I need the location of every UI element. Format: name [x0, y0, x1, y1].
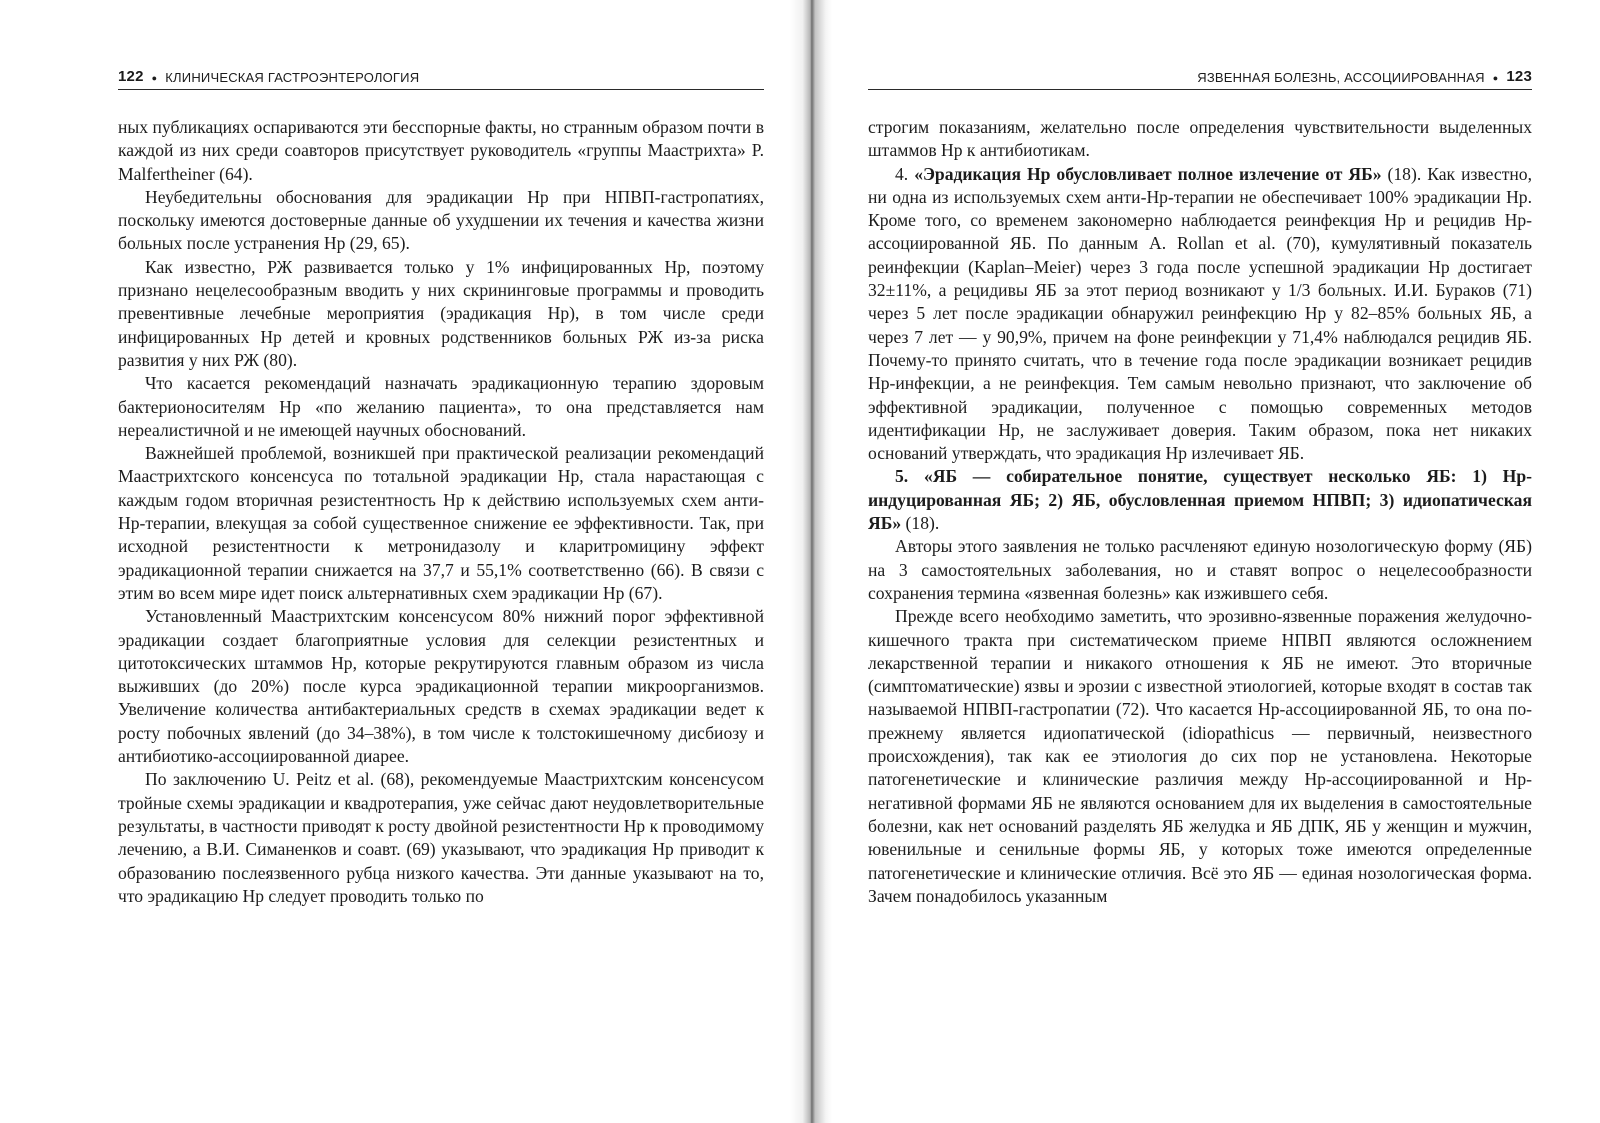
bullet-separator-icon: ●: [151, 73, 158, 83]
right-running-title: ЯЗВЕННАЯ БОЛЕЗНЬ, АССОЦИИРОВАННАЯ: [1197, 70, 1485, 85]
bullet-separator-icon: ●: [1492, 73, 1499, 83]
left-paragraph-6: Установленный Маастрихтским консенсусом 80% нижний порог эффективной эрадикации создает благоприятные условия для селекции резистентных и цитотоксических штаммов Нр, которые рекрутируются главным образом из числа выживших (до 20%) после курса эрадикационной терапии микроорганизмов. Увеличение количества антибактериальных средств в схемах эрадикации ведет к росту побочных явлений (до 34–38%), в том числе к толстокишечному дисбиозу и антибиотико-ассоциированной диарее.: [118, 606, 764, 767]
quoted-statement-5: «ЯБ — собирательное понятие, существует несколько ЯБ: 1) Нр-индуцированная ЯБ; 2) ЯБ, обусловленная приемом НПВП; 3) идиопатическая ЯБ»: [868, 466, 1532, 534]
item-number-4: 4.: [895, 163, 915, 184]
paragraph-3-text: (18).: [901, 513, 940, 534]
left-page: [0, 0, 790, 1123]
right-page: [832, 0, 1600, 1123]
right-paragraph-1: строгим показаниям, желательно после определения чувствительности выделенных штаммов Нр к антибиотикам.: [868, 117, 1532, 161]
right-body-text: [868, 116, 1532, 908]
left-page-number: 122: [118, 68, 144, 85]
book-gutter: [790, 0, 832, 1123]
left-paragraph-3: Как известно, РЖ развивается только у 1% инфицированных Нр, поэтому признано нецелесообразным вводить у них скрининговые программы и проводить превентивные лечебные мероприятия (эрадикация Нр), в том числе среди инфицированных Нр детей и кровных родственников больных РЖ из-за риска развития у них РЖ (80).: [118, 256, 764, 370]
left-paragraph-5: Важнейшей проблемой, возникшей при практической реализации рекомендаций Маастрихтского консенсуса по тотальной эрадикации Нр, стала нарастающая с каждым годом вторичная резистентность Нр к действию используемых схем анти-Нр-терапии, влекущая за собой существенное снижение ее эффективности. Так, при исходной резистентности к метронидазолу и кларитромицину эффект эрадикационной терапии снижается на 37,7 и 55,1% соответственно (66). В связи с этим во всем мире идет поиск альтернативных схем эрадикации Нр (67).: [118, 443, 764, 603]
right-paragraph-3: [868, 465, 1532, 535]
item-number-5: 5.: [895, 466, 924, 487]
right-paragraph-5: Прежде всего необходимо заметить, что эрозивно-язвенные поражения желудочно-кишечного тракта при систематическом приеме НПВП являются осложнением лекарственной терапии и никакого отношения к ЯБ не имеют. Это вторичные (симптоматические) язвы и эрозии с известной этиологией, которые входят в состав так называемой НПВП-гастропатии (72). Что касается Нр-ассоциированной ЯБ, то она по-прежнему является идиопатической (idiopathicus — первичный, неизвестного происхождения), так как ее этиология до сих пор не установлена. Некоторые патогенетические и клинические различия между Нр-ассоциированной и Нр-негативной формами ЯБ не являются основанием для их выделения в самостоятельные болезни, как нет оснований разделять ЯБ желудка и ЯБ ДПК, ЯБ у женщин и мужчин, ювенильные и сенильные формы ЯБ, у которых тоже имеются определенные патогенетические и клинические отличия. Всё это ЯБ — единая нозологическая форма. Зачем понадобилось указанным: [868, 606, 1532, 906]
right-paragraph-4: Авторы этого заявления не только расчленяют единую нозологическую форму (ЯБ) на 3 самостоятельных заболевания, но и ставят вопрос о нецелесообразности сохранения термина «язвенная болезнь» как изжившего себя.: [868, 536, 1532, 603]
right-running-head: [868, 62, 1532, 90]
left-paragraph-1: ных публикациях оспариваются эти бесспорные факты, но странным образом почти в каждой из них среди соавторов присутствует руководитель «группы Маастрихта» P. Malfertheiner (64).: [118, 117, 764, 184]
right-paragraph-2: [868, 163, 1532, 466]
right-page-number: 123: [1506, 68, 1532, 85]
left-paragraph-7: По заключению U. Peitz et al. (68), рекомендуемые Маастрихтским консенсусом тройные схемы эрадикации и квадротерапия, уже сейчас дают неудовлетворительные результаты, в частности приводят к росту двойной резистентности Нр к проводимому лечению, а В.И. Симаненков и соавт. (69) указывают, что эрадикация Нр приводит к образованию послеязвенного рубца низкого качества. Эти данные указывают на то, что эрадикацию Нр следует проводить только по: [118, 769, 764, 906]
left-paragraph-4: Что касается рекомендаций назначать эрадикационную терапию здоровым бактерионосителям Нр «по желанию пациента», то она представляется нам нереалистичной и не имеющей научных обоснований.: [118, 373, 764, 440]
quoted-statement-4: «Эрадикация Нр обусловливает полное излечение от ЯБ»: [914, 163, 1382, 184]
left-running-head: [118, 62, 764, 90]
left-paragraph-2: Неубедительны обоснования для эрадикации Нр при НПВП-гастропатиях, поскольку имеются достоверные данные об ухудшении их течения и качества жизни больных после устранения Нр (29, 65).: [118, 186, 764, 254]
left-body-text: [118, 116, 764, 908]
paragraph-2-text: (18). Как известно, ни одна из используемых схем анти-Нр-терапии не обеспечивает 100% эрадикации Нр. Кроме того, со временем закономерно наблюдается реинфекция Нр и рецидив Нр-ассоциированной ЯБ. По данным A. Rollan et al. (70), кумулятивный показатель реинфекции (Kaplan–Meier) через 3 года после успешной эрадикации Нр достигает 32±11%, а рецидивы ЯБ за этот период возникают у 1/3 больных. И.И. Бураков (71) через 5 лет после эрадикации обнаружил реинфекцию Нр у 82–85% больных ЯБ, а через 7 лет — у 90,9%, причем на фоне реинфекции у 71,4% наблюдался рецидив ЯБ. Почему-то принято считать, что в течение года после эрадикации возникает рецидив Нр-инфекции, а не реинфекция. Тем самым невольно признают, что заключение об эффективной эрадикации, полученное с помощью современных методов идентификации Нр, не заслуживает доверия. Таким образом, пока нет никаких оснований утверждать, что эрадикация Нр излечивает ЯБ.: [868, 163, 1532, 464]
left-running-title: КЛИНИЧЕСКАЯ ГАСТРОЭНТЕРОЛОГИЯ: [165, 70, 420, 85]
